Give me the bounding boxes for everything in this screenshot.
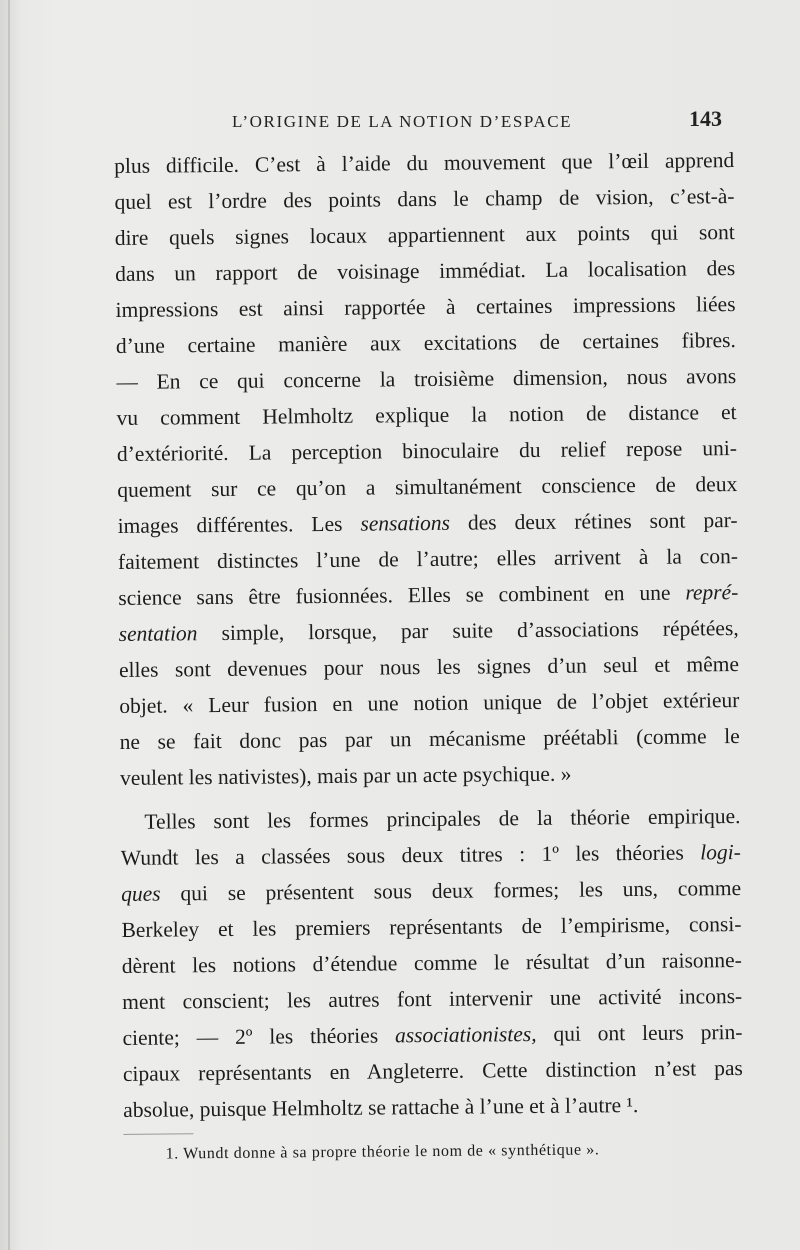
text-line [121, 870, 741, 912]
text-line: dire quels signes locaux appartiennent aux points qui sont [114, 220, 735, 250]
italic-term: sensations [360, 510, 451, 536]
text-segment: Wundt les a classées sous deux titres : 1º les théories [120, 840, 684, 870]
text-line: veulent les nativistes), mais par un acte psychique. » [119, 761, 572, 790]
text-segment: qui se présentent sous deux formes; les uns, comme [180, 876, 742, 906]
text-line: objet. « Leur fusion en une notion unique de l’objet extérieur [119, 688, 740, 718]
text-line [118, 610, 738, 652]
text-line [122, 1014, 742, 1056]
text-line: absolue, puisque Helmholtz se rattache à l’une et à l’autre ¹. [123, 1093, 639, 1122]
text-line: Telles sont les formes principales de la théorie empirique. [144, 804, 741, 834]
text-line [121, 834, 741, 876]
body-text [114, 142, 744, 1167]
text-segment: images différentes. Les [117, 511, 343, 538]
text-line: dèrent les notions d’étendue comme le résultat d’un raisonne- [121, 948, 742, 978]
text-line: Berkeley et les premiers représentants de l’empirisme, consi- [121, 912, 742, 942]
page-gutter [8, 0, 10, 1250]
text-line [118, 574, 738, 616]
text-line: ne se fait donc pas par un mécanisme préétabli (comme le [119, 724, 740, 754]
text-line: — En ce qui concerne la troisième dimension, nous avons [116, 364, 737, 394]
text-segment: science sans être fusionnées. Elles se combinent en une [118, 580, 671, 610]
text-line: quel est l’ordre des points dans le champ de vision, c’est-à- [114, 184, 735, 214]
text-segment: simple, lorsque, par suite d’associations répétées, [221, 616, 739, 645]
text-line: quement sur ce qu’on a simultanément conscience de deux [117, 472, 738, 502]
italic-term: logi- [700, 840, 741, 865]
text-segment: des deux rétines sont par- [467, 508, 738, 535]
page-header [232, 104, 722, 134]
text-line: faitement distinctes l’une de l’autre; elles arrivent à la con- [117, 544, 739, 574]
text-line: d’une certaine manière aux excitations de certaines fibres. [115, 328, 736, 358]
text-line: cipaux représentants en Angleterre. Cette distinction n’est pas [122, 1056, 743, 1086]
footnote: 1. Wundt donne à sa propre théorie le nom de « synthétique ». [165, 1141, 600, 1163]
text-line [117, 502, 737, 544]
text-segment: qui ont leurs prin- [553, 1020, 743, 1046]
text-line: ment conscient; les autres font intervenir une activité incons- [122, 984, 743, 1014]
running-title: L’ORIGINE DE LA NOTION D’ESPACE [232, 112, 573, 131]
text-line: dans un rapport de voisinage immédiat. La localisation des [115, 256, 736, 286]
text-line: vu comment Helmholtz explique la notion de distance et [116, 400, 737, 430]
text-line: impressions est ainsi rapportée à certaines impressions liées [115, 292, 736, 322]
italic-term: associationistes, [394, 1021, 537, 1048]
italic-term: repré- [685, 580, 739, 605]
footnote-divider [123, 1133, 193, 1135]
text-segment: ciente; — 2º les théories [122, 1023, 379, 1050]
italic-term: sentation [118, 621, 198, 646]
text-line: plus difficile. C’est à l’aide du mouvement que l’œil apprend [114, 148, 735, 178]
italic-term: ques [121, 881, 161, 906]
page-number: 143 [689, 106, 722, 131]
text-line: elles sont devenues pour nous les signes d’un seul et même [118, 652, 740, 682]
text-line: d’extériorité. La perception binoculaire du relief repose uni- [116, 436, 738, 466]
